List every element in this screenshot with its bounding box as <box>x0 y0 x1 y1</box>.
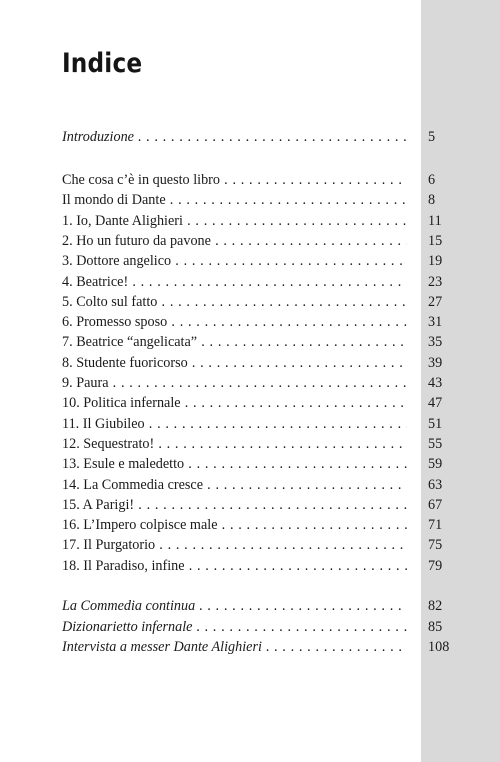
toc-entry-label: 1. Io, Dante Alighieri . . . <box>62 211 407 231</box>
toc-entry[interactable] <box>62 454 452 474</box>
toc-entry-label: 9. Paura . . . <box>62 373 407 393</box>
toc-entry[interactable] <box>62 475 452 495</box>
toc-entry-appendix[interactable] <box>62 596 452 616</box>
toc-entry[interactable] <box>62 414 452 434</box>
toc-entry-label: 13. Esule e maledetto . . . <box>62 454 407 474</box>
toc-entry-label: Dizionarietto infernale . . . <box>62 617 407 637</box>
toc-entry[interactable] <box>62 231 452 251</box>
toc-entry-page: 31 <box>428 314 443 331</box>
toc-entry-label: 6. Promesso sposo . . . <box>62 312 407 332</box>
toc-entry-page: 51 <box>428 415 443 432</box>
toc-entry-label: 17. Il Purgatorio . . . <box>62 535 407 555</box>
toc-entry-page: 15 <box>428 232 443 249</box>
toc-entry-page: 82 <box>428 598 443 614</box>
toc-entry-label: 2. Ho un futuro da pavone . . . <box>62 231 407 251</box>
toc-entry-label: 8. Studente fuoricorso . . . <box>62 353 407 373</box>
toc-entry[interactable] <box>62 251 452 271</box>
toc-entry[interactable] <box>62 434 452 454</box>
toc-entry-label: 4. Beatrice! . . . <box>62 272 407 292</box>
toc-entry-label: 5. Colto sul fatto . . . <box>62 292 407 312</box>
toc-entry-label: Il mondo di Dante . . . <box>62 190 407 210</box>
toc-entry-page: 8 <box>428 192 436 209</box>
toc-entry-label: Intervista a messer Dante Alighieri . . . <box>62 637 407 657</box>
toc-entry[interactable] <box>62 515 452 535</box>
toc-entry-page: 67 <box>428 496 443 513</box>
toc-entry-page: 85 <box>428 618 443 635</box>
toc-entry[interactable] <box>62 353 452 373</box>
toc-entry-label: 14. La Commedia cresce . . . <box>62 475 407 495</box>
toc-entry-label: 12. Sequestrato! . . . <box>62 434 407 454</box>
toc-entry-label: Introduzione . . . <box>62 127 407 147</box>
toc-entry-page: 39 <box>428 354 443 371</box>
toc-entry[interactable] <box>62 272 452 292</box>
toc-entry-page: 23 <box>428 273 443 290</box>
toc-entry-page: 108 <box>428 639 450 655</box>
toc-entry-label: 10. Politica infernale . . . <box>62 393 407 413</box>
toc-entry-appendix[interactable] <box>62 637 452 657</box>
toc-entry-label: Che cosa c’è in questo libro . . . <box>62 170 407 190</box>
toc-entry-label: 7. Beatrice “angelicata” . . . <box>62 332 407 352</box>
toc-entry-page: 5 <box>428 129 436 145</box>
page-title: Indice <box>62 48 143 79</box>
toc-entry-page: 79 <box>428 557 443 574</box>
toc-entry-label: 3. Dottore angelico . . . <box>62 251 407 271</box>
toc-entry[interactable] <box>62 556 452 576</box>
toc-entry-page: 75 <box>428 537 443 554</box>
toc-entry[interactable] <box>62 332 452 352</box>
toc-entry-page: 71 <box>428 517 443 534</box>
toc-entry-page: 63 <box>428 476 443 493</box>
toc-entry-page: 55 <box>428 435 443 452</box>
toc-entry-label: 11. Il Giubileo . . . <box>62 414 407 434</box>
toc-entry-label: La Commedia continua . . . <box>62 596 407 616</box>
toc-entry-page: 27 <box>428 293 443 310</box>
toc-entry[interactable] <box>62 393 452 413</box>
toc-entry[interactable] <box>62 373 452 393</box>
toc-entry-page: 6 <box>428 172 436 188</box>
toc-entry-page: 19 <box>428 253 443 270</box>
toc-entry[interactable] <box>62 312 452 332</box>
toc-entry-label: 15. A Parigi! . . . <box>62 495 407 515</box>
toc-entry[interactable] <box>62 190 452 210</box>
toc-entry[interactable] <box>62 292 452 312</box>
toc-entry-page: 11 <box>428 212 442 229</box>
toc-entry[interactable] <box>62 211 452 231</box>
toc-entry-page: 59 <box>428 456 443 473</box>
toc-entry-page: 35 <box>428 334 443 351</box>
toc-entry-page: 47 <box>428 395 443 412</box>
toc-entry[interactable] <box>62 170 452 190</box>
toc-entry-appendix[interactable] <box>62 617 452 637</box>
toc-entry[interactable] <box>62 495 452 515</box>
toc-entry[interactable] <box>62 535 452 555</box>
toc-entry-page: 43 <box>428 375 443 391</box>
toc-entry-label: 18. Il Paradiso, infine . . . <box>62 556 407 576</box>
toc-entry-intro[interactable] <box>62 127 452 147</box>
toc-entry-label: 16. L’Impero colpisce male . . . <box>62 515 407 535</box>
